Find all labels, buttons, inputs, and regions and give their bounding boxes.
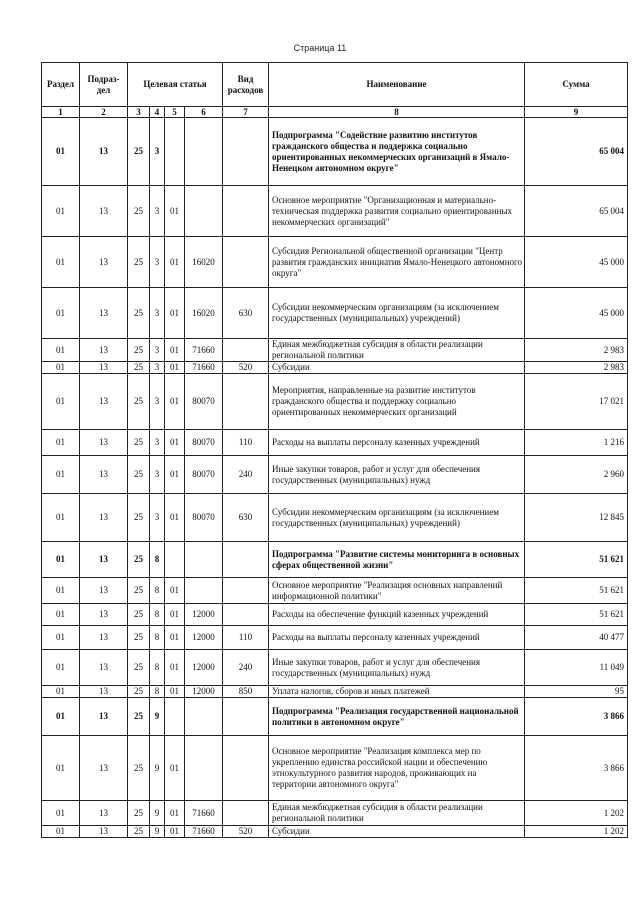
cell-cs-program: 25 [128,626,150,650]
cell-podrazdel: 13 [80,118,128,186]
cell-cs-direction: 71660 [185,362,223,374]
cell-summa: 40 477 [525,626,628,650]
cell-cs-event: 01 [165,686,185,698]
cell-cs-subprogram: 3 [150,494,165,542]
table-row [42,339,628,362]
cell-summa: 2 960 [525,456,628,494]
cell-cs-subprogram: 8 [150,542,165,578]
cell-vid-raskhodov: 630 [223,494,269,542]
cell-razdel: 01 [42,578,80,604]
cell-cs-subprogram: 8 [150,578,165,604]
index-cell: 8 [269,107,525,118]
cell-podrazdel: 13 [80,374,128,430]
cell-cs-subprogram: 3 [150,362,165,374]
cell-cs-event [165,118,185,186]
cell-podrazdel: 13 [80,542,128,578]
cell-cs-direction: 12000 [185,650,223,686]
cell-cs-program: 25 [128,801,150,826]
header-celevaya: Целевая статья [128,63,223,107]
cell-podrazdel: 13 [80,339,128,362]
cell-vid-raskhodov [223,374,269,430]
table-row [42,736,628,801]
cell-cs-direction: 71660 [185,826,223,838]
cell-vid-raskhodov [223,604,269,626]
cell-naimenovanie: Уплата налогов, сборов и иных платежей [269,686,525,698]
cell-podrazdel: 13 [80,456,128,494]
cell-razdel: 01 [42,288,80,339]
cell-podrazdel: 13 [80,186,128,237]
cell-razdel: 01 [42,626,80,650]
cell-cs-direction: 80070 [185,374,223,430]
cell-naimenovanie: Мероприятия, направленные на развитие институтов гражданского общества и поддержку социально ориентированных некоммерческих организаций [269,374,525,430]
cell-vid-raskhodov: 850 [223,686,269,698]
table-row [42,430,628,456]
cell-vid-raskhodov [223,698,269,736]
cell-cs-subprogram: 3 [150,288,165,339]
header-razdel: Раздел [42,63,80,107]
cell-vid-raskhodov [223,736,269,801]
cell-cs-direction: 80070 [185,456,223,494]
cell-summa: 51 621 [525,542,628,578]
cell-cs-event: 01 [165,288,185,339]
cell-podrazdel: 13 [80,362,128,374]
table-row [42,826,628,838]
cell-cs-event [165,542,185,578]
cell-cs-subprogram: 9 [150,736,165,801]
cell-cs-event: 01 [165,494,185,542]
cell-razdel: 01 [42,698,80,736]
cell-razdel: 01 [42,362,80,374]
index-cell: 5 [165,107,185,118]
cell-podrazdel: 13 [80,686,128,698]
cell-cs-event: 01 [165,456,185,494]
cell-summa: 51 621 [525,578,628,604]
cell-naimenovanie: Подпрограмма "Содействие развитию институтов гражданского общества и поддержка социально ориентированных некоммерческих организаций в Ямало-Ненецком автономном округе" [269,118,525,186]
cell-summa: 1 202 [525,801,628,826]
cell-cs-subprogram: 3 [150,430,165,456]
cell-cs-program: 25 [128,186,150,237]
table-row [42,456,628,494]
cell-vid-raskhodov [223,542,269,578]
cell-cs-subprogram: 9 [150,801,165,826]
cell-cs-program: 25 [128,118,150,186]
cell-vid-raskhodov: 520 [223,362,269,374]
cell-summa: 95 [525,686,628,698]
cell-vid-raskhodov: 240 [223,650,269,686]
cell-podrazdel: 13 [80,430,128,456]
cell-naimenovanie: Расходы на выплаты персоналу казенных учреждений [269,430,525,456]
index-cell: 3 [128,107,150,118]
cell-razdel: 01 [42,118,80,186]
cell-naimenovanie: Единая межбюджетная субсидия в области реализации региональной политики [269,339,525,362]
table-row [42,288,628,339]
cell-vid-raskhodov: 630 [223,288,269,339]
cell-podrazdel: 13 [80,288,128,339]
table-row [42,494,628,542]
cell-cs-event: 01 [165,604,185,626]
cell-cs-event: 01 [165,374,185,430]
cell-cs-event: 01 [165,826,185,838]
cell-cs-event: 01 [165,186,185,237]
cell-razdel: 01 [42,374,80,430]
cell-summa: 51 621 [525,604,628,626]
cell-cs-direction: 16020 [185,237,223,288]
cell-razdel: 01 [42,542,80,578]
cell-cs-direction: 80070 [185,494,223,542]
cell-cs-direction [185,118,223,186]
header-row [42,63,628,107]
cell-cs-subprogram: 3 [150,374,165,430]
cell-naimenovanie: Подпрограмма "Реализация государственной национальной политики в автономном округе" [269,698,525,736]
cell-vid-raskhodov: 110 [223,626,269,650]
cell-summa: 1 202 [525,826,628,838]
header-name: Наименование [269,63,525,107]
cell-razdel: 01 [42,650,80,686]
cell-naimenovanie: Субсидии некоммерческим организациям (за исключением государственных (муниципальных) учреждений) [269,288,525,339]
cell-podrazdel: 13 [80,826,128,838]
page-label: Страница 11 [293,43,347,53]
cell-naimenovanie: Подпрограмма "Развитие системы мониторинга в основных сферах общественной жизни" [269,542,525,578]
cell-cs-direction [185,542,223,578]
cell-razdel: 01 [42,494,80,542]
cell-naimenovanie: Расходы на обеспечение функций казенных учреждений [269,604,525,626]
cell-cs-program: 25 [128,542,150,578]
cell-vid-raskhodov [223,237,269,288]
cell-vid-raskhodov [223,578,269,604]
cell-cs-subprogram: 8 [150,604,165,626]
index-cell: 9 [525,107,628,118]
cell-naimenovanie: Субсидия Региональной общественной организации "Центр развития гражданских инициатив Ямало-Ненецкого автономного округа" [269,237,525,288]
cell-vid-raskhodov: 520 [223,826,269,838]
cell-vid-raskhodov [223,801,269,826]
cell-cs-direction: 16020 [185,288,223,339]
index-cell: 1 [42,107,80,118]
index-row [42,107,628,118]
cell-cs-subprogram: 8 [150,650,165,686]
cell-razdel: 01 [42,801,80,826]
table-row [42,801,628,826]
table-row [42,604,628,626]
cell-cs-program: 25 [128,686,150,698]
cell-cs-direction: 71660 [185,801,223,826]
cell-naimenovanie: Основное мероприятие "Реализация комплекса мер по укреплению единства российской нации и обеспечению этнокультурного развития народов, проживающих на территории автономного округа" [269,736,525,801]
table-row [42,650,628,686]
cell-cs-direction: 12000 [185,604,223,626]
cell-cs-event: 01 [165,801,185,826]
cell-cs-subprogram: 3 [150,118,165,186]
cell-summa: 45 000 [525,288,628,339]
cell-cs-subprogram: 3 [150,339,165,362]
cell-naimenovanie: Единая межбюджетная субсидия в области реализации региональной политики [269,801,525,826]
cell-cs-event: 01 [165,339,185,362]
cell-cs-direction [185,736,223,801]
cell-cs-program: 25 [128,736,150,801]
cell-cs-subprogram: 8 [150,626,165,650]
cell-summa: 45 000 [525,237,628,288]
cell-cs-program: 25 [128,237,150,288]
cell-vid-raskhodov [223,118,269,186]
cell-razdel: 01 [42,237,80,288]
cell-razdel: 01 [42,456,80,494]
cell-cs-program: 25 [128,339,150,362]
cell-naimenovanie: Субсидии некоммерческим организациям (за исключением государственных (муниципальных) учреждений) [269,494,525,542]
cell-razdel: 01 [42,686,80,698]
cell-cs-program: 25 [128,826,150,838]
cell-podrazdel: 13 [80,626,128,650]
cell-cs-direction: 12000 [185,626,223,650]
cell-summa: 12 845 [525,494,628,542]
cell-cs-direction: 80070 [185,430,223,456]
cell-cs-direction [185,186,223,237]
cell-summa: 17 021 [525,374,628,430]
cell-cs-event [165,698,185,736]
cell-naimenovanie: Расходы на выплаты персоналу казенных учреждений [269,626,525,650]
cell-podrazdel: 13 [80,604,128,626]
cell-cs-program: 25 [128,578,150,604]
cell-summa: 2 983 [525,362,628,374]
cell-cs-program: 25 [128,362,150,374]
cell-cs-subprogram: 3 [150,186,165,237]
header-vid: Вид расходов [223,63,269,107]
cell-cs-event: 01 [165,736,185,801]
cell-razdel: 01 [42,186,80,237]
table-row [42,237,628,288]
header-podrazdel: Подраз-дел [80,63,128,107]
cell-cs-direction [185,578,223,604]
cell-cs-event: 01 [165,362,185,374]
table-row [42,698,628,736]
cell-summa: 65 004 [525,118,628,186]
cell-vid-raskhodov: 240 [223,456,269,494]
cell-vid-raskhodov: 110 [223,430,269,456]
cell-naimenovanie: Иные закупки товаров, работ и услуг для обеспечения государственных (муниципальных) нужд [269,650,525,686]
cell-cs-program: 25 [128,604,150,626]
table-row [42,542,628,578]
cell-podrazdel: 13 [80,237,128,288]
index-cell: 6 [185,107,223,118]
cell-razdel: 01 [42,430,80,456]
cell-naimenovanie: Основное мероприятие "Организационная и материально-техническая поддержка развития социально ориентированных некоммерческих организаций" [269,186,525,237]
cell-naimenovanie: Субсидии [269,826,525,838]
cell-summa: 65 004 [525,186,628,237]
header-summa: Сумма [525,63,628,107]
index-cell: 2 [80,107,128,118]
cell-razdel: 01 [42,736,80,801]
cell-cs-subprogram: 8 [150,686,165,698]
cell-podrazdel: 13 [80,578,128,604]
cell-cs-program: 25 [128,456,150,494]
cell-cs-event: 01 [165,237,185,288]
cell-cs-program: 25 [128,698,150,736]
cell-summa: 2 983 [525,339,628,362]
index-cell: 4 [150,107,165,118]
cell-cs-program: 25 [128,288,150,339]
cell-podrazdel: 13 [80,698,128,736]
cell-razdel: 01 [42,826,80,838]
table-row [42,118,628,186]
cell-naimenovanie: Субсидии [269,362,525,374]
cell-podrazdel: 13 [80,736,128,801]
cell-cs-direction: 12000 [185,686,223,698]
cell-cs-event: 01 [165,626,185,650]
cell-podrazdel: 13 [80,494,128,542]
cell-cs-subprogram: 9 [150,698,165,736]
cell-cs-direction [185,698,223,736]
cell-cs-subprogram: 9 [150,826,165,838]
cell-cs-event: 01 [165,578,185,604]
cell-cs-subprogram: 3 [150,456,165,494]
cell-cs-event: 01 [165,650,185,686]
cell-cs-event: 01 [165,430,185,456]
cell-cs-program: 25 [128,430,150,456]
cell-summa: 3 866 [525,698,628,736]
cell-summa: 1 216 [525,430,628,456]
table-row [42,578,628,604]
cell-cs-direction: 71660 [185,339,223,362]
cell-naimenovanie: Иные закупки товаров, работ и услуг для обеспечения государственных (муниципальных) нужд [269,456,525,494]
cell-razdel: 01 [42,339,80,362]
index-cell: 7 [223,107,269,118]
table-row [42,186,628,237]
cell-podrazdel: 13 [80,650,128,686]
cell-vid-raskhodov [223,186,269,237]
cell-cs-subprogram: 3 [150,237,165,288]
table-row [42,626,628,650]
cell-cs-program: 25 [128,494,150,542]
cell-summa: 3 866 [525,736,628,801]
cell-cs-program: 25 [128,650,150,686]
table-row [42,374,628,430]
cell-cs-program: 25 [128,374,150,430]
cell-razdel: 01 [42,604,80,626]
cell-summa: 11 049 [525,650,628,686]
table-row [42,362,628,374]
cell-podrazdel: 13 [80,801,128,826]
cell-naimenovanie: Основное мероприятие "Реализация основных направлений информационной политики" [269,578,525,604]
budget-table [41,62,628,838]
table-row [42,686,628,698]
cell-vid-raskhodov [223,339,269,362]
